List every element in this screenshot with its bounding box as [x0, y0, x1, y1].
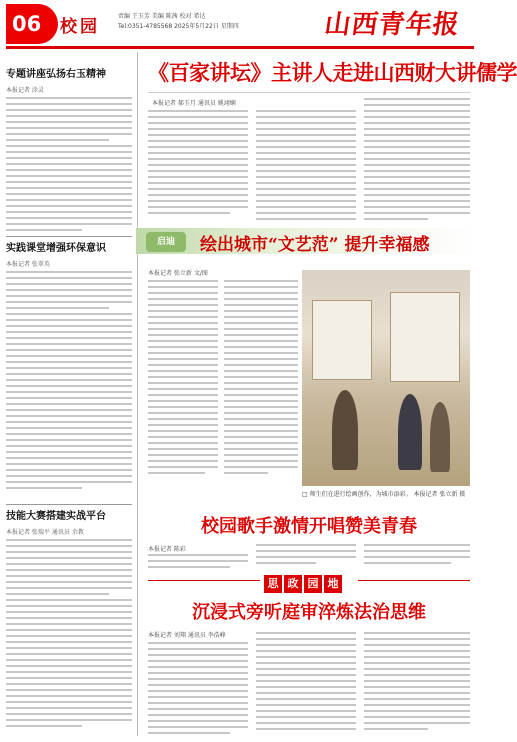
article-body — [6, 271, 132, 489]
newspaper-logo: 山西青年报 — [322, 10, 462, 40]
left-column — [6, 52, 132, 736]
story-body-col-1 — [148, 554, 248, 572]
lead-body-col-1 — [148, 110, 248, 218]
byline: 本报记者 张翠英 — [6, 261, 50, 268]
banner-char: 地 — [324, 575, 342, 593]
article-body — [6, 539, 132, 727]
story-body-col-3 — [364, 632, 470, 734]
byline: 本报记者 涂灵 — [6, 87, 44, 94]
article-body — [6, 97, 132, 231]
sidebar-article-1 — [6, 68, 132, 235]
editor-line: 责编 王玉芳 美编 陈茜 校对 希达 — [118, 13, 206, 20]
sidebar-article-3 — [6, 510, 132, 731]
story-body-col-2 — [256, 544, 356, 568]
story-body-col-3 — [364, 544, 470, 568]
article-headline: 技能大赛搭建实战平台 — [6, 511, 106, 522]
banner-rule — [358, 580, 470, 581]
lead-body-col-2 — [256, 110, 356, 224]
banner-rule — [148, 580, 260, 581]
feature-photo — [302, 270, 470, 486]
story-headline: 校园歌手激情开唱赞美青春 — [201, 516, 417, 537]
feature-logo: 启迪 — [146, 232, 186, 252]
banner-char: 政 — [284, 575, 302, 593]
photo-caption: □ 师生们在进行绘画创作，为城市添彩。 本报记者 张立新 摄 — [302, 491, 466, 498]
column-divider — [137, 52, 138, 736]
column-banner — [264, 572, 356, 590]
sidebar-article-2 — [6, 242, 132, 493]
lead-headline: 《百家讲坛》主讲人走进山西财大讲儒学 — [148, 60, 517, 85]
section-divider — [6, 504, 132, 505]
banner-char: 思 — [264, 575, 282, 593]
feature-body-col-2 — [224, 280, 298, 478]
contact-date-line: Tel:0351-4785568 2025年5月22日 星期四 — [118, 23, 239, 30]
story-byline: 本报记者 刘翔 通讯员 李浩峰 — [148, 632, 226, 639]
feature-headline: 绘出城市“文艺范” 提升幸福感 — [200, 235, 430, 255]
masthead — [0, 0, 480, 46]
story-headline: 沉浸式旁听庭审淬炼法治思维 — [192, 602, 426, 623]
feature-byline: 本报记者 张立新 文/图 — [148, 270, 208, 277]
page-number: 06 — [6, 4, 58, 44]
headline-divider — [148, 92, 470, 93]
section-name: 校园 — [60, 17, 100, 37]
banner-char: 园 — [304, 575, 322, 593]
lead-byline: 本报记者 郝玉月 通讯员 姚翊娴 — [152, 100, 236, 107]
section-divider — [6, 236, 132, 237]
article-headline: 实践课堂增强环保意识 — [6, 243, 106, 254]
article-headline: 专题讲座弘扬右玉精神 — [6, 69, 106, 80]
masthead-divider — [6, 46, 474, 49]
story-body-col-1 — [148, 642, 248, 738]
main-area — [144, 52, 517, 736]
feature-body-col-1 — [148, 280, 218, 478]
lead-body-col-3 — [364, 98, 470, 224]
story-byline: 本报记者 陈彩 — [148, 546, 186, 553]
byline: 本报记者 张瑞平 通讯员 余教 — [6, 529, 84, 536]
editor-info — [118, 12, 239, 32]
story-body-col-2 — [256, 632, 356, 734]
